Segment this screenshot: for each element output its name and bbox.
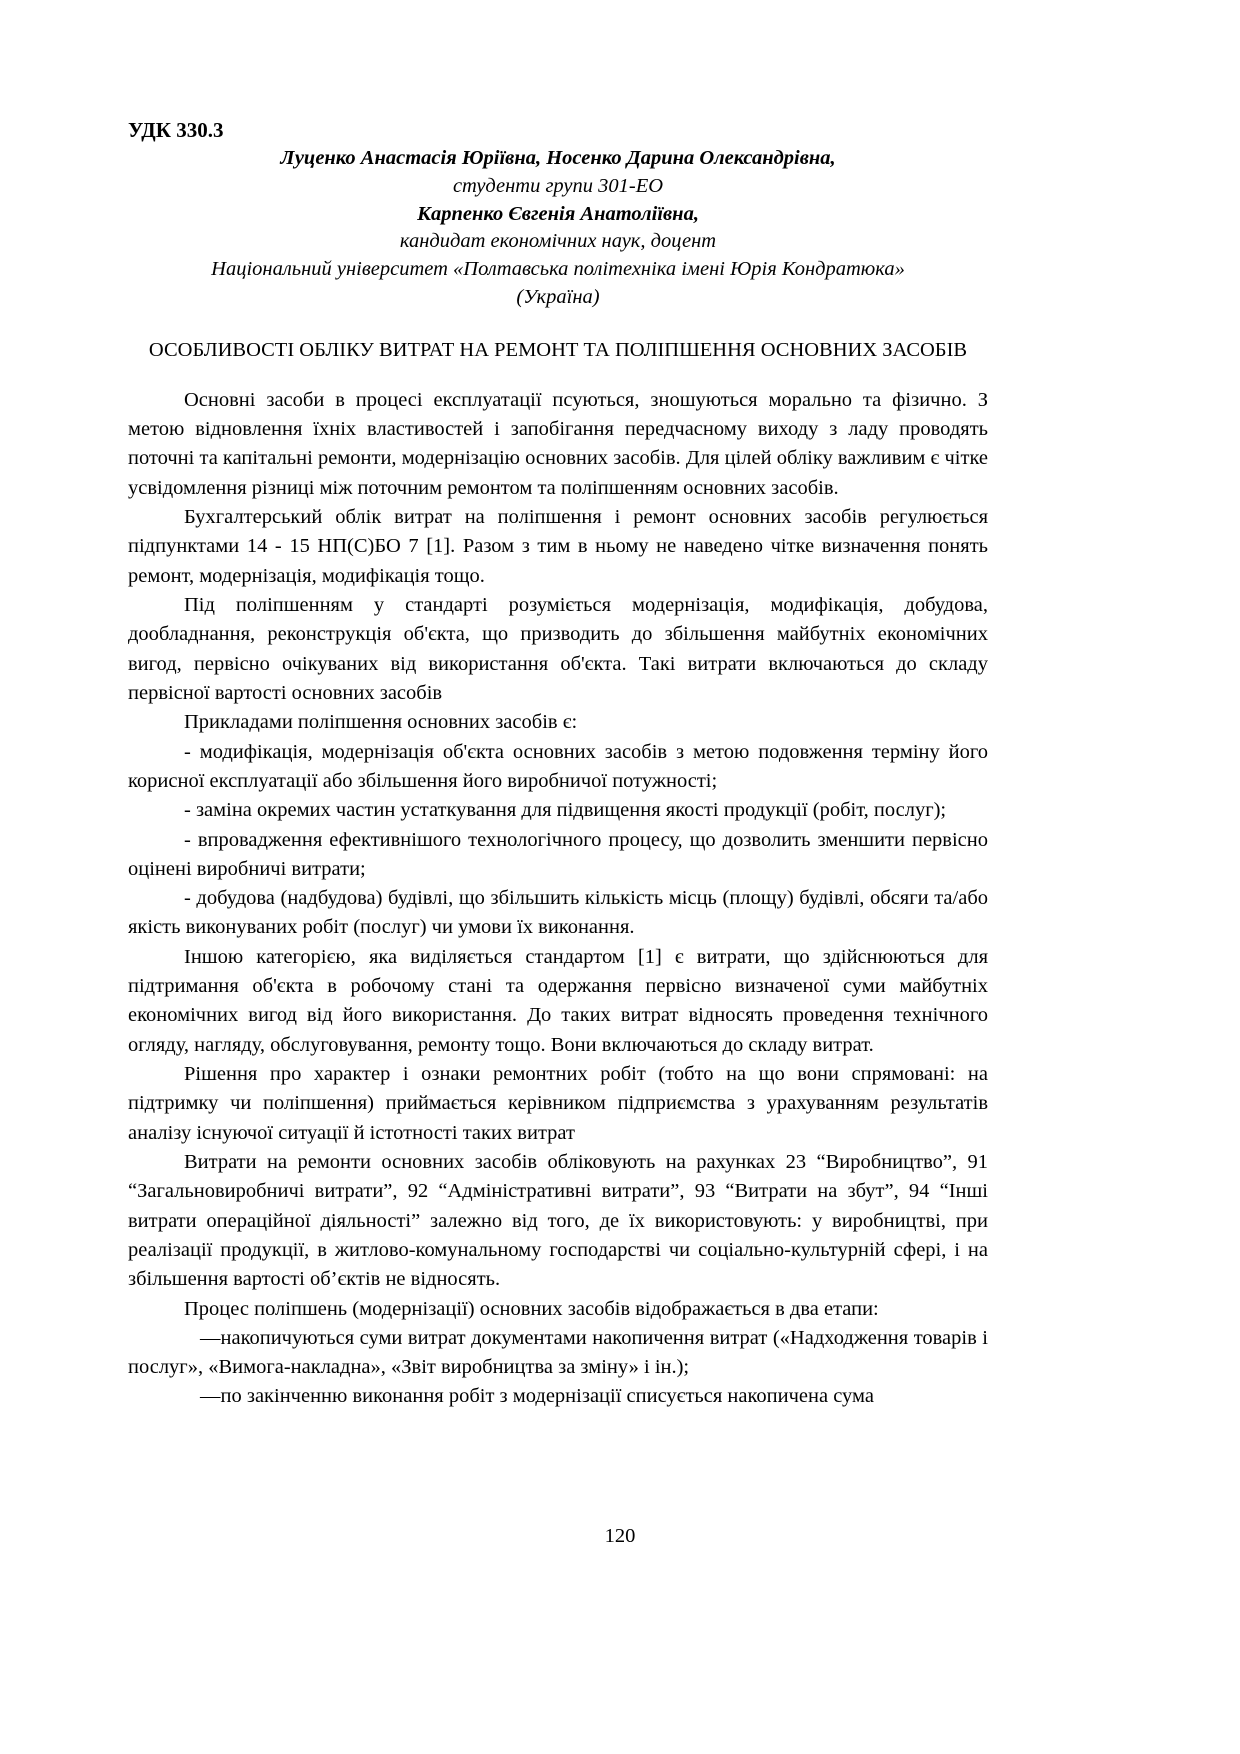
author-supervisor-degree: кандидат економічних наук, доцент <box>399 230 717 253</box>
paragraph: Процес поліпшень (модернізації) основних засобів відображається в два етапи: <box>184 1297 879 1320</box>
authors-students-group: студенти групи 301-ЕО <box>452 174 664 197</box>
list-item: —накопичуються суми витрат документами накопичення витрат («Надходження товарів і послуг», «Вимога-накладна», «Звіт виробництва за зміну» і ін.); <box>128 1326 988 1379</box>
list-item: - добудова (надбудова) будівлі, що збільшить кількість місць (площу) будівлі, обсяги та/або якість виконуваних робіт (послуг) чи умови їх виконання. <box>128 887 988 939</box>
author-block <box>128 145 988 311</box>
paragraph: Під поліпшенням у стандарті розуміється модернізація, модифікація, добудова, дообладнання, реконструкція об'єкта, що призводить до збільшення майбутніх економічних вигод, первісно очікуваних від використання об'єкта. Такі витрати включаються до складу первісної вартості основних засобів <box>128 594 988 704</box>
author-supervisor: Карпенко Євгенія Анатоліївна, <box>417 202 699 225</box>
list-item: - впровадження ефективнішого технологічного процесу, що дозволить зменшити первісно оцінені виробничі витрати; <box>128 828 988 880</box>
paragraph: Прикладами поліпшення основних засобів є: <box>184 711 578 734</box>
list-item: —по закінченню виконання робіт з модернізації списується накопичена сума <box>200 1385 874 1408</box>
page-title: ОСОБЛИВОСТІ ОБЛІКУ ВИТРАТ НА РЕМОНТ ТА ПОЛІПШЕННЯ ОСНОВНИХ ЗАСОБІВ <box>148 339 968 362</box>
article-body <box>128 386 988 1412</box>
document-page <box>128 118 988 1412</box>
affiliation-country: (Україна) <box>516 285 600 308</box>
affiliation-university: Національний університет «Полтавська політехніка імені Юрія Кондратюка» <box>211 257 905 280</box>
authors-students: Луценко Анастасія Юріївна, Носенко Дарина Олександрівна, <box>280 147 836 170</box>
page-number: 120 <box>604 1525 636 1547</box>
list-item: - заміна окремих частин устаткування для підвищення якості продукції (робіт, послуг); <box>184 799 947 822</box>
paragraph: Основні засоби в процесі експлуатації псуються, зношуються морально та фізично. З метою відновлення їхніх властивостей і запобігання передчасному виходу з ладу проводять поточні та капітальні ремонти, модернізацію основних засобів. Для цілей обліку важливим є чітке усвідомлення різниці між поточним ремонтом та поліпшенням основних засобів. <box>128 388 988 499</box>
list-item: - модифікація, модернізація об'єкта основних засобів з метою подовження терміну його корисної експлуатації або збільшення його виробничої потужності; <box>128 740 988 792</box>
paragraph: Іншою категорією, яка виділяється стандартом [1] є витрати, що здійснюються для підтримання об'єкта в робочому стані та одержання первісно визначеної суми майбутніх економічних вигод від його використання. До таких витрат відносять проведення технічного огляду, нагляду, обслуговування, ремонту тощо. Вони включаються до складу витрат. <box>128 945 988 1056</box>
paragraph: Витрати на ремонти основних засобів обліковують на рахунках 23 “Виробництво”, 91 “Загальновиробничі витрати”, 92 “Адміністративні витрати”, 93 “Витрати на збут”, 94 “Інші витрати операційної діяльності” залежно від того, де їх використовують: у виробництві, при реалізації продукції, в житлово-комунальному господарстві чи соціально-культурній сфері, і на збільшення вартості об’єктів не відносять. <box>128 1150 988 1291</box>
paragraph: Рішення про характер і ознаки ремонтних робіт (тобто на що вони спрямовані: на підтримку чи поліпшення) приймається керівником підприємства з урахуванням результатів аналізу існуючої ситуації й істотності таких витрат <box>128 1063 988 1144</box>
paragraph: Бухгалтерський облік витрат на поліпшення і ремонт основних засобів регулюється підпунктами 14 - 15 НП(С)БО 7 [1]. Разом з тим в ньому не наведено чітке визначення понять ремонт, модернізація, модифікація тощо. <box>128 506 988 587</box>
udk-code: УДК 330.3 <box>128 118 224 142</box>
